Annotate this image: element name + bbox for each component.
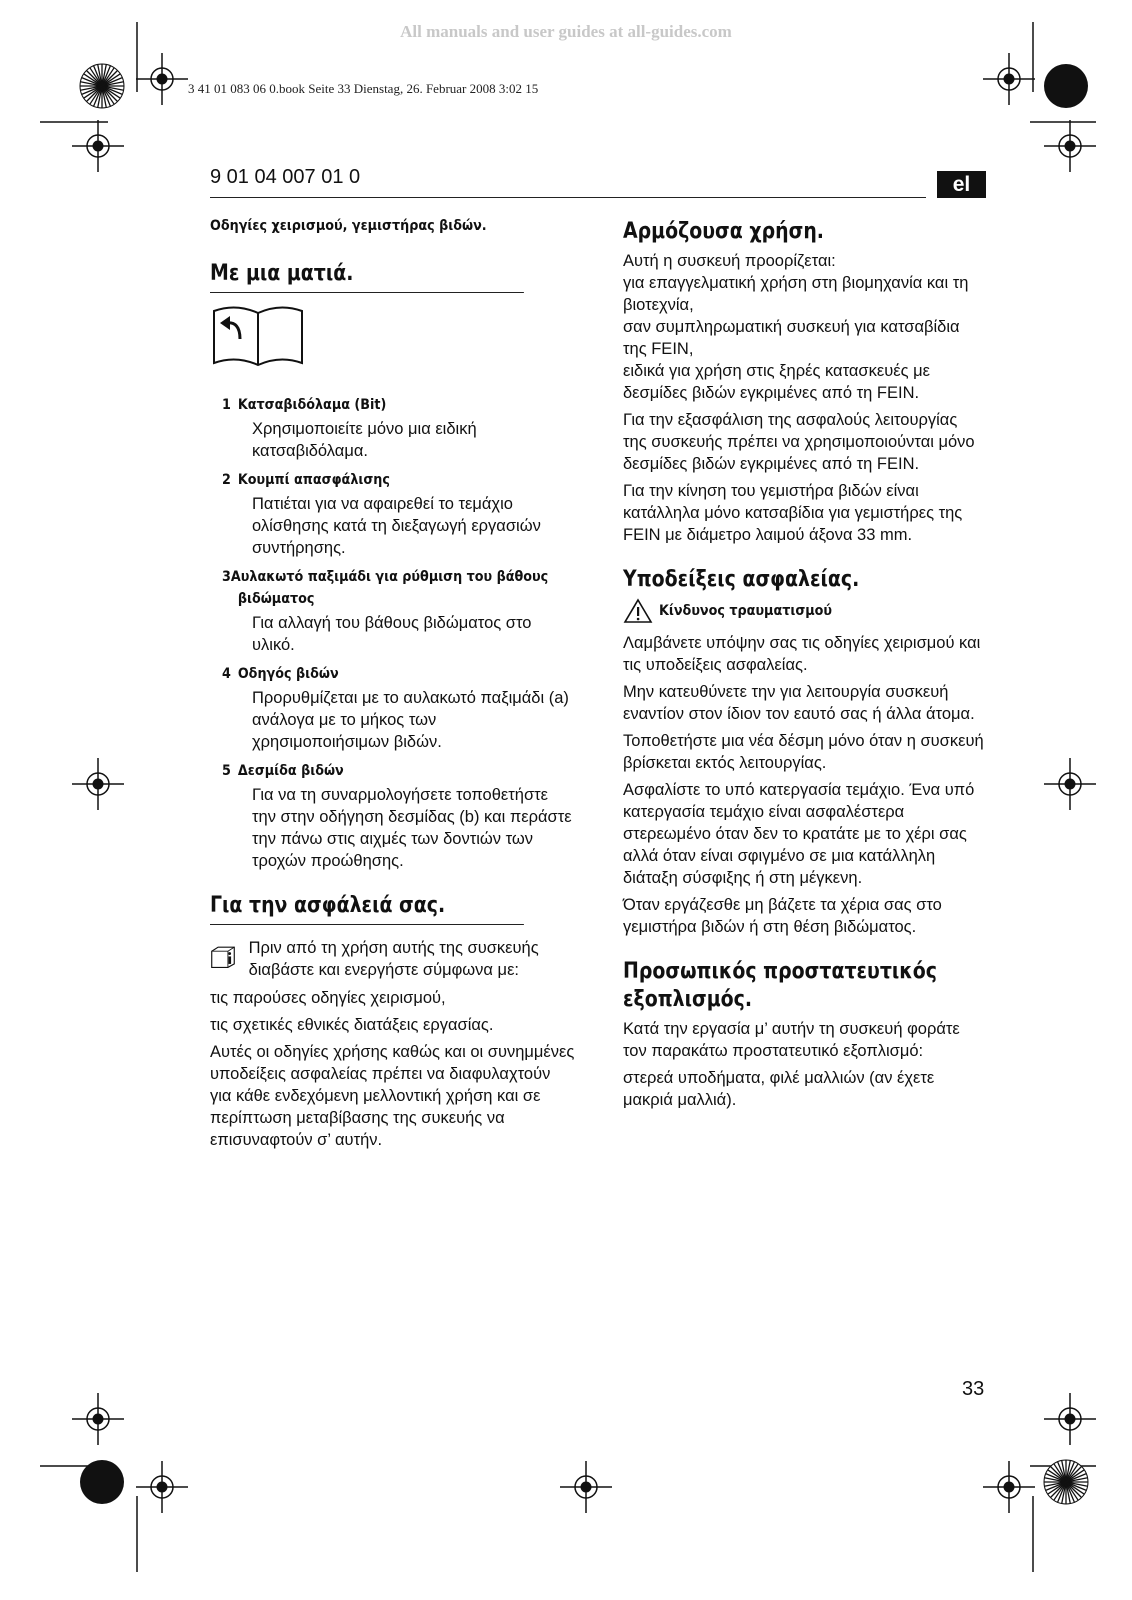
hint-paragraph: Μην κατευθύνετε την για λειτουργία συσκευή εναντίον στον ίδιον τον εαυτό σας ή άλλα άτομα.: [623, 683, 975, 723]
component-item-2: 2 Κουμπί απασφάλισης Πατιέται για να αφαιρεθεί το τεμάχιο ολίσθησης κατά τη διεξαγωγή εργασιών συντήρησης.: [222, 469, 575, 559]
file-info-line: 3 41 01 083 06 0.book Seite 33 Dienstag, 26. Februar 2008 3:02 15: [188, 81, 539, 96]
section-title-intended-use: Αρμόζουσα χρήση.: [623, 219, 824, 244]
hint-paragraph: Τοποθετήστε μια νέα δέσμη μόνο όταν η συσκευή βρίσκεται εκτός λειτουργίας.: [623, 732, 984, 772]
component-description: Προρυθμίζεται με το αυλακωτό παξιμάδι (a) ανάλογα με το μήκος των χρησιμοποιήσιμων βιδών.: [252, 689, 569, 751]
component-description: Για να τη συναρμολογήσετε τοποθετήστε την στην οδήγηση δεσμίδας (b) και περάστε την πάνω στις αιχμές των δοντιών των τροχών προώθησης.: [252, 786, 572, 870]
section-title-safety-hints: Υποδείξεις ασφαλείας.: [623, 567, 860, 592]
document-kicker: Οδηγίες χειρισμού, γεμιστήρας βιδών.: [210, 218, 487, 234]
safety-paragraph: τις σχετικές εθνικές διατάξεις εργασίας.: [210, 1016, 494, 1034]
component-item-3: 3 Αυλακωτό παξιμάδι για ρύθμιση του βάθους βιδώματος Για αλλαγή του βάθους βιδώματος στο υλικό.: [222, 566, 575, 656]
right-column: [623, 218, 985, 1116]
component-title: Κατσαβιδόλαμα (Bit): [237, 397, 387, 413]
language-badge: el: [937, 171, 986, 198]
section-title-at-a-glance: Με μια ματιά.: [210, 260, 524, 293]
left-column: [210, 218, 575, 1156]
component-description: Πατιέται για να αφαιρεθεί το τεμάχιο ολίσθησης κατά τη διεξαγωγή εργασιών συντήρησης.: [252, 495, 541, 557]
info-note: [210, 937, 575, 981]
hint-paragraph: Λαμβάνετε υπόψην σας τις οδηγίες χειρισμού και τις υποδείξεις ασφαλείας.: [623, 634, 981, 674]
ppe-paragraph: στερεά υποδήματα, φιλέ μαλλιών (αν έχετε μακριά μαλλιά).: [623, 1069, 935, 1109]
warning-triangle-icon: [623, 598, 653, 624]
component-item-5: 5 Δεσμίδα βιδών Για να τη συναρμολογήσετε τοποθετήστε την στην οδήγηση δεσμίδας (b) και περάστε την πάνω στις αιχμές των δοντιών των τροχών προώθησης.: [222, 760, 575, 872]
safety-paragraph: Αυτές οι οδηγίες χρήσης καθώς και οι συνημμένες υποδείξεις ασφαλείας πρέπει να διαφυλαχτούν για κάθε ενδεχόμενη μελλοντική χρήση και σε περίπτωση μεταβίβασης της συκευής να επισυναφτούν σ’ αυτήν.: [210, 1043, 575, 1149]
danger-warning: [623, 598, 985, 624]
component-title: Αυλακωτό παξιμάδι για ρύθμιση του βάθους: [230, 569, 549, 585]
header-rule: [210, 197, 926, 198]
ppe-paragraph: Κατά την εργασία μ’ αυτήν τη συσκευή φοράτε τον παρακάτω προστατευτικό εξοπλισμό:: [623, 1020, 960, 1060]
section-title-ppe-continued: εξοπλισμός.: [623, 987, 753, 1012]
safety-paragraph: τις παρούσες οδηγίες χειρισμού,: [210, 989, 446, 1007]
component-title: Δεσμίδα βιδών: [237, 763, 344, 779]
use-paragraph: Για την εξασφάλιση της ασφαλούς λειτουργίας της συσκευής πρέπει να χρησιμοποιούνται μόνο δεσμίδες βιδών εγκριμένες από τη FEIN.: [623, 411, 975, 473]
component-description: Για αλλαγή του βάθους βιδώματος στο υλικό.: [252, 614, 532, 654]
use-paragraph: Αυτή η συσκευή προορίζεται: για επαγγελματική χρήση στη βιομηχανία και τη βιοτεχνία, σαν συμπληρωματική συσκευή για κατσαβίδια της FEIN, ειδικά για χρήση στις ξηρές κατασκευές με δεσμίδες βιδών εγκριμένες από τη FEIN.: [623, 252, 969, 402]
info-note-text: Πριν από τη χρήση αυτής της συσκευής διαβάστε και ενεργήστε σύμφωνα με:: [248, 939, 539, 979]
page-number: 33: [962, 1378, 985, 1400]
component-title: Κουμπί απασφάλισης: [237, 472, 390, 488]
manual-book-icon: [210, 303, 575, 374]
component-title: Οδηγός βιδών: [237, 666, 339, 682]
document-number: 9 01 04 007 01 0: [210, 166, 361, 188]
component-title-continued: βιδώματος: [237, 591, 315, 607]
section-title-safety: Για την ασφάλειά σας.: [210, 892, 524, 925]
danger-label: Κίνδυνος τραυματισμού: [659, 603, 833, 619]
use-paragraph: Για την κίνηση του γεμιστήρα βιδών είναι κατάλληλα μόνο κατσαβίδια για γεμιστήρες της FEIN με διάμετρο λαιμού άξονα 33 mm.: [623, 482, 963, 544]
component-item-4: 4 Οδηγός βιδών Προρυθμίζεται με το αυλακωτό παξιμάδι (a) ανάλογα με το μήκος των χρησιμοποιήσιμων βιδών.: [222, 663, 575, 753]
component-description: Χρησιμοποιείτε μόνο μια ειδική κατσαβιδόλαμα.: [252, 420, 477, 460]
hint-paragraph: Όταν εργάζεσθε μη βάζετε τα χέρια σας στο γεμιστήρα βιδών ή στη θέση βιδώματος.: [623, 896, 942, 936]
watermark: All manuals and user guides at all-guides.com: [400, 22, 732, 41]
hint-paragraph: Ασφαλίστε το υπό κατεργασία τεμάχιο. Ένα υπό κατεργασία τεμάχιο είναι ασφαλέστερα στερεωμένο όταν δεν το κρατάτε με το χέρι σας αλλά όταν είναι σφιγμένο σε μια κατάλληλη διάταξη σύσφιξης ή στη μέγκενη.: [623, 781, 975, 887]
section-title-ppe: Προσωπικός προστατευτικός: [623, 959, 937, 984]
component-item-1: 1 Κατσαβιδόλαμα (Bit) Χρησιμοποιείτε μόνο μια ειδική κατσαβιδόλαμα.: [222, 394, 575, 462]
info-book-icon: [210, 937, 237, 977]
